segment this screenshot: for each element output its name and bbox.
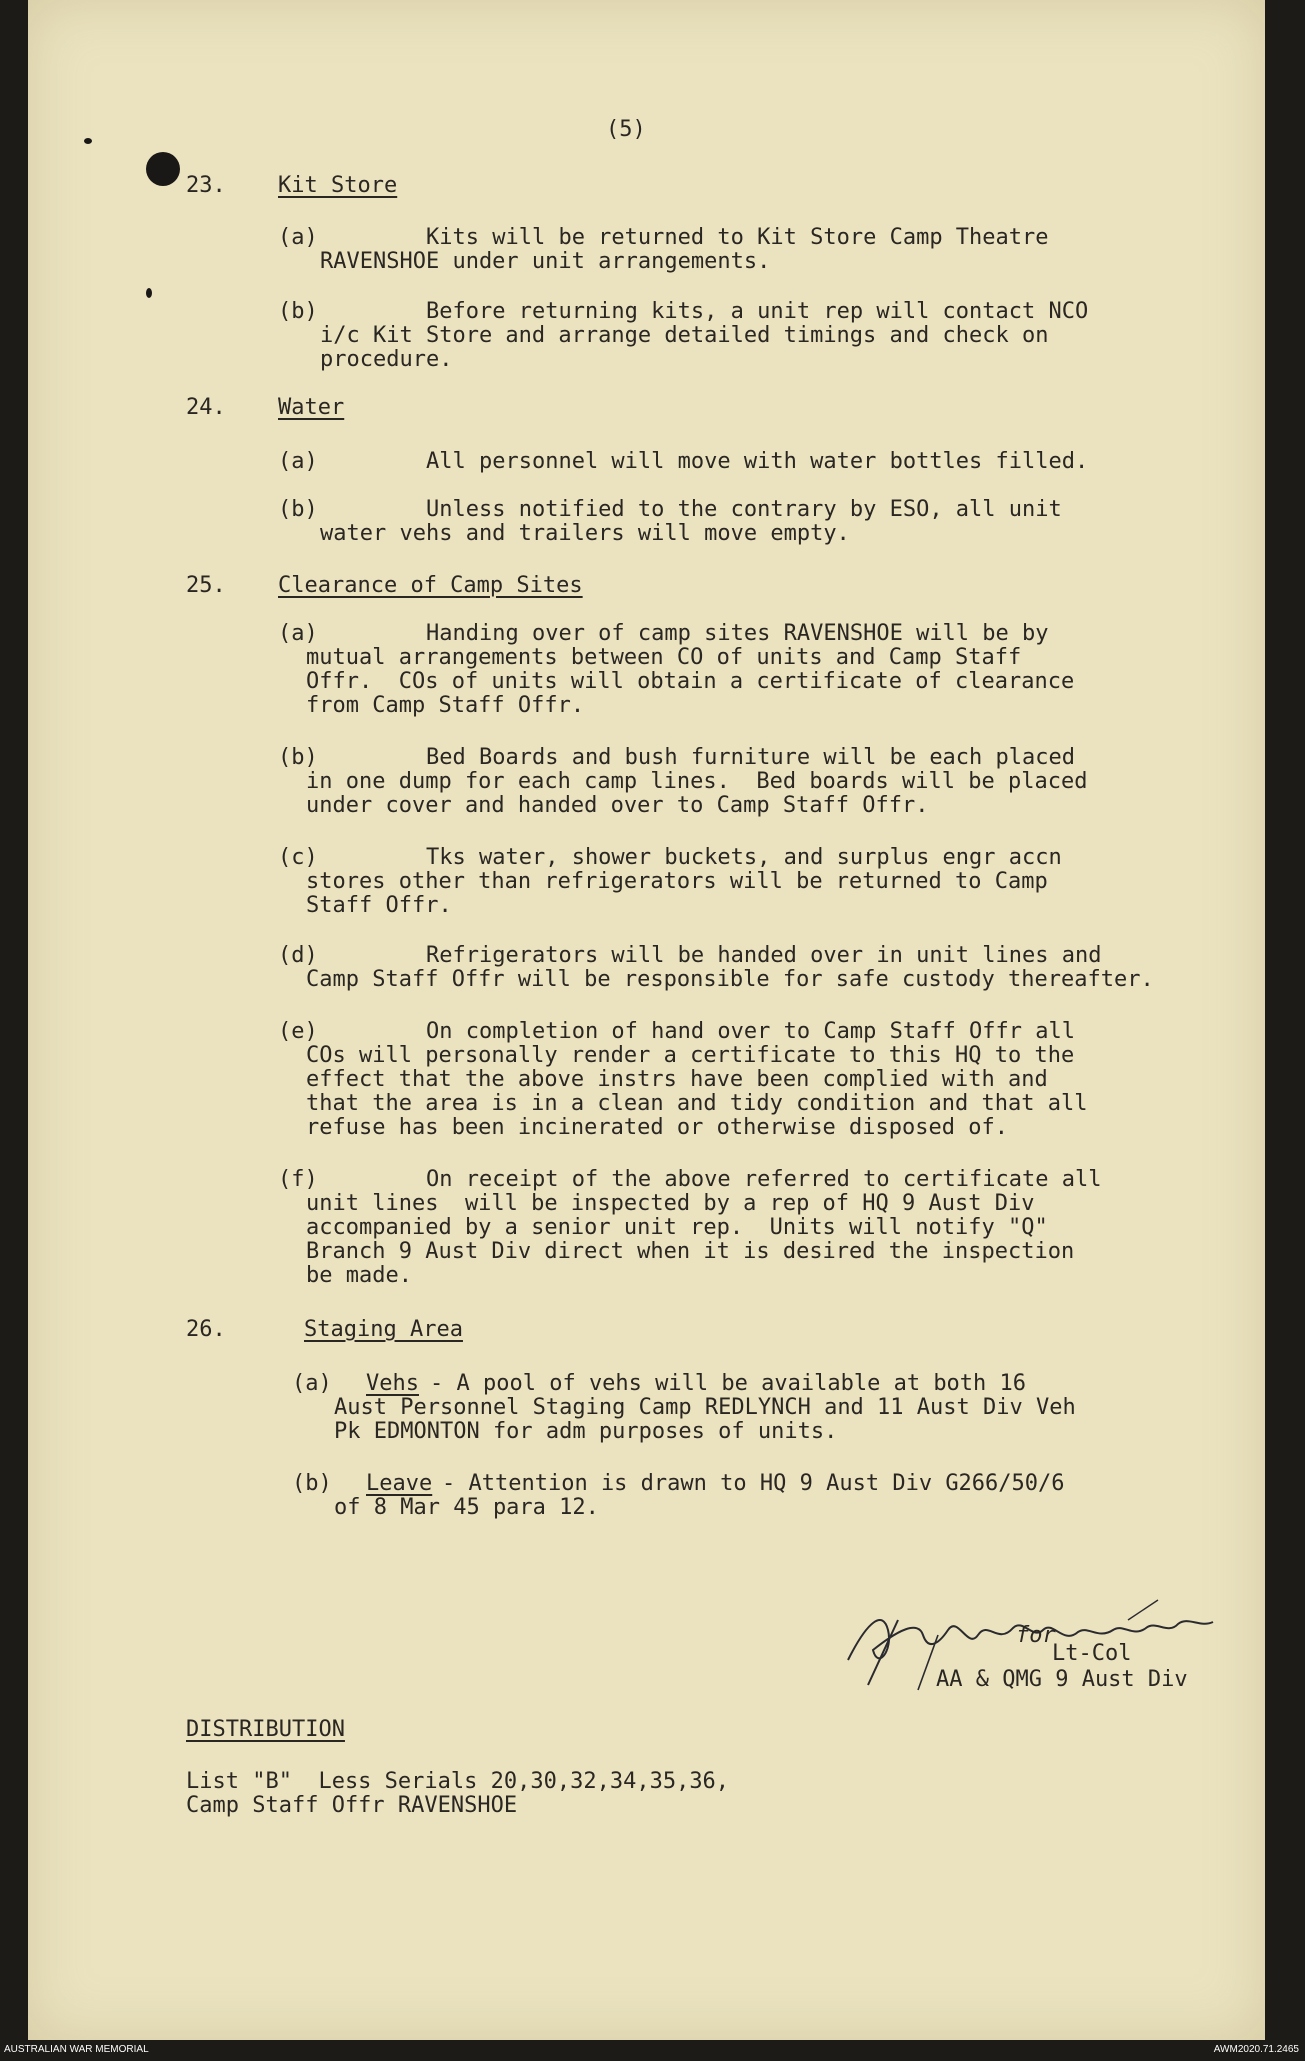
- item-label: (b): [292, 1471, 332, 1496]
- item-line: unit lines will be inspected by a rep of HQ 9 Aust Div: [306, 1191, 1035, 1216]
- item-line: of 8 Mar 45 para 12.: [334, 1495, 599, 1520]
- item-line: in one dump for each camp lines. Bed boards will be placed: [306, 769, 1088, 794]
- item-line: Camp Staff Offr will be responsible for safe custody thereafter.: [306, 967, 1154, 992]
- ink-blot-small: [146, 288, 152, 298]
- item-line: Bed Boards and bush furniture will be each placed: [426, 745, 1076, 770]
- section-title: Kit Store: [278, 173, 398, 198]
- item-line: Pk EDMONTON for adm purposes of units.: [334, 1419, 838, 1444]
- item-line: On receipt of the above referred to certificate all: [426, 1167, 1102, 1192]
- item-line: On completion of hand over to Camp Staff Offr all: [426, 1019, 1076, 1044]
- distribution-line: Camp Staff Offr RAVENSHOE: [186, 1793, 518, 1818]
- item-key: Leave: [366, 1471, 433, 1496]
- item-label: (e): [278, 1019, 318, 1044]
- item-line: Refrigerators will be handed over in unit lines and: [426, 943, 1102, 968]
- item-line: be made.: [306, 1263, 412, 1288]
- item-line: Branch 9 Aust Div direct when it is desired the inspection: [306, 1239, 1075, 1264]
- section-title: Water: [278, 395, 345, 420]
- item-line: Tks water, shower buckets, and surplus engr accn: [426, 845, 1062, 870]
- section-number: 25.: [186, 573, 226, 598]
- section-number: 23.: [186, 173, 226, 198]
- footer-accession: AWM2020.71.2465: [1213, 2044, 1299, 2055]
- item-line: - A pool of vehs will be available at both 16: [430, 1371, 1027, 1396]
- distribution-line: List "B" Less Serials 20,30,32,34,35,36,: [186, 1769, 730, 1794]
- item-line: water vehs and trailers will move empty.: [320, 521, 850, 546]
- section-number: 26.: [186, 1317, 226, 1342]
- item-label: (b): [278, 745, 318, 770]
- item-label: (d): [278, 943, 318, 968]
- item-line: mutual arrangements between CO of units and Camp Staff: [306, 645, 1022, 670]
- item-line: - Attention is drawn to HQ 9 Aust Div G266/50/6: [442, 1471, 1065, 1496]
- footer-credit: AUSTRALIAN WAR MEMORIAL: [4, 2044, 149, 2055]
- ink-blot-small: [84, 138, 92, 144]
- item-line: accompanied by a senior unit rep. Units will notify "Q": [306, 1215, 1048, 1240]
- item-line: Offr. COs of units will obtain a certificate of clearance: [306, 669, 1075, 694]
- item-line: effect that the above instrs have been complied with and: [306, 1067, 1048, 1092]
- item-label: (a): [292, 1371, 332, 1396]
- signature-rank: Lt-Col: [1052, 1641, 1132, 1666]
- item-line: All personnel will move with water bottles filled.: [426, 449, 1089, 474]
- item-label: (f): [278, 1167, 318, 1192]
- item-line: from Camp Staff Offr.: [306, 693, 585, 718]
- item-key: Vehs: [366, 1371, 419, 1396]
- section-title: Staging Area: [304, 1317, 463, 1342]
- page-number: (5): [606, 117, 646, 142]
- item-label: (a): [278, 225, 318, 250]
- item-label: (a): [278, 621, 318, 646]
- ink-blot: [146, 152, 180, 186]
- item-line: stores other than refrigerators will be returned to Camp: [306, 869, 1048, 894]
- item-label: (b): [278, 299, 318, 324]
- item-line: procedure.: [320, 347, 453, 372]
- item-line: Aust Personnel Staging Camp REDLYNCH and 11 Aust Div Veh: [334, 1395, 1076, 1420]
- section-number: 24.: [186, 395, 226, 420]
- item-line: Kits will be returned to Kit Store Camp Theatre: [426, 225, 1049, 250]
- item-line: Handing over of camp sites RAVENSHOE will be by: [426, 621, 1049, 646]
- signature-appointment: AA & QMG 9 Aust Div: [936, 1667, 1188, 1692]
- document-page: [28, 0, 1265, 2040]
- item-line: under cover and handed over to Camp Staff Offr.: [306, 793, 929, 818]
- item-line: Before returning kits, a unit rep will contact NCO: [426, 299, 1089, 324]
- item-line: RAVENSHOE under unit arrangements.: [320, 249, 771, 274]
- item-label: (a): [278, 449, 318, 474]
- item-line: COs will personally render a certificate to this HQ to the: [306, 1043, 1075, 1068]
- signature-for: for: [1016, 1623, 1056, 1648]
- distribution-heading: DISTRIBUTION: [186, 1717, 345, 1742]
- item-line: that the area is in a clean and tidy condition and that all: [306, 1091, 1088, 1116]
- item-line: Staff Offr.: [306, 893, 452, 918]
- item-line: i/c Kit Store and arrange detailed timings and check on: [320, 323, 1049, 348]
- section-title: Clearance of Camp Sites: [278, 573, 583, 598]
- item-label: (b): [278, 497, 318, 522]
- item-line: refuse has been incinerated or otherwise disposed of.: [306, 1115, 1008, 1140]
- item-line: Unless notified to the contrary by ESO, all unit: [426, 497, 1062, 522]
- item-label: (c): [278, 845, 318, 870]
